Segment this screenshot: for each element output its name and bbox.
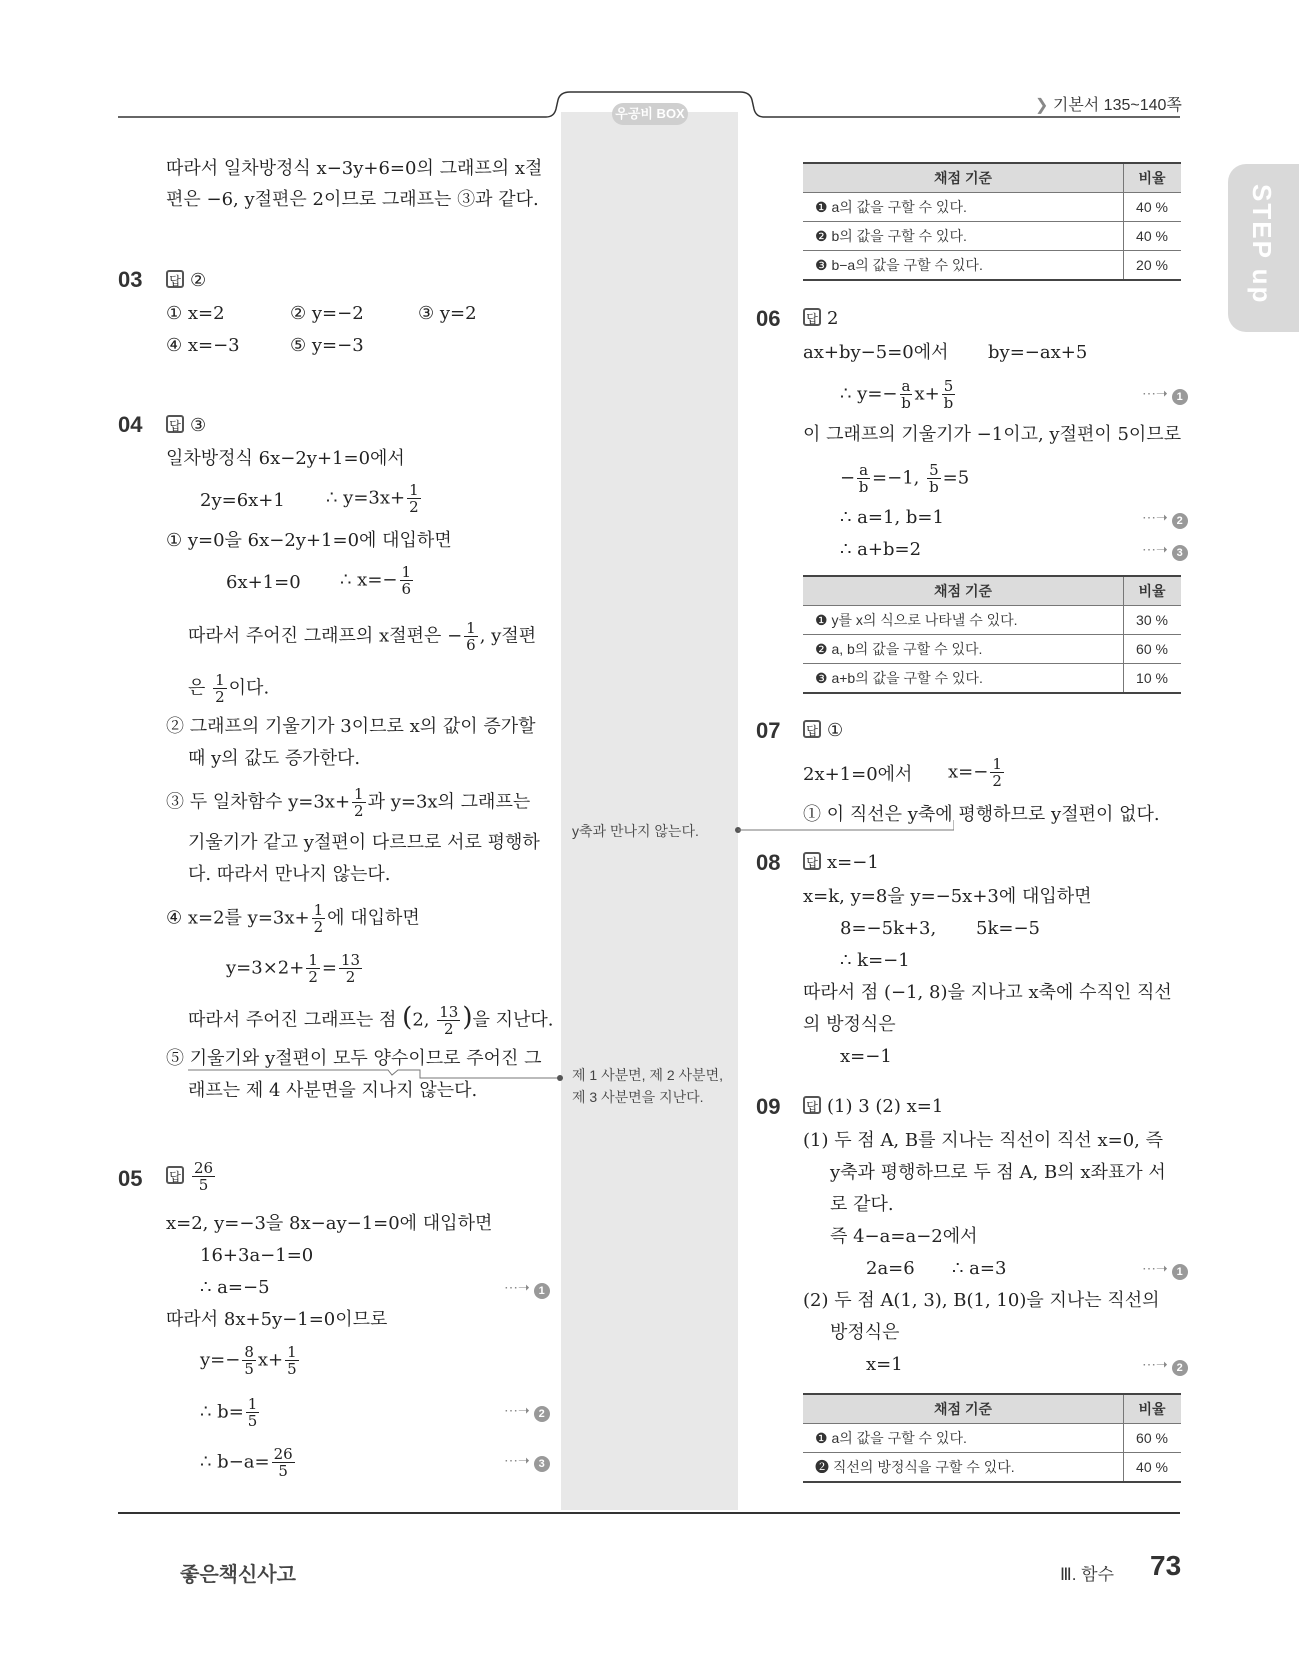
- solution-line: 기울기가 같고 y절편이 다르므로 서로 평행하: [188, 832, 540, 853]
- box-label: 우공비 BOX: [612, 103, 688, 125]
- solution-line: ax+by−5=0에서: [803, 342, 949, 363]
- solution-line: 2a=6: [866, 1258, 915, 1279]
- solution-line: 따라서 주어진 그래프의 x절편은 − $\frac{1}{6}$ , y절편: [188, 619, 537, 654]
- solution-line: x=− $\frac{1}{2}$: [948, 755, 1002, 790]
- solution-line: ∴ a=3: [952, 1258, 1007, 1279]
- footer-rule: [118, 1512, 1180, 1514]
- score-mark: ⋯➝ 1: [1142, 1260, 1188, 1280]
- solution-line: ∴ a=1, b=1: [840, 507, 944, 528]
- question-number: 09: [756, 1094, 781, 1119]
- score-mark: ⋯➝ 1: [1142, 385, 1188, 405]
- table-row: ❶ a의 값을 구할 수 있다. 40 %: [803, 193, 1181, 222]
- solution-line: y=3×2+ $\frac{1}{2}$ = $\frac{13}{2}$: [226, 951, 361, 986]
- solution-line: (1) 두 점 A, B를 지나는 직선이 직선 x=0, 즉: [803, 1130, 1164, 1151]
- intro-line: 편은 −6, y절편은 2이므로 그래프는 ③과 같다.: [166, 189, 539, 210]
- solution-line: 8=−5k+3,: [840, 918, 937, 939]
- question-number: 06: [756, 306, 781, 331]
- reference-pages: ❯ 기본서 135~140쪽: [1035, 97, 1182, 114]
- solution-line: ④ x=2를 y=3x+ $\frac{1}{2}$ 에 대입하면: [166, 901, 420, 936]
- solution-line: x=k, y=8을 y=−5x+3에 대입하면: [803, 886, 1092, 907]
- table-header: 채점 기준: [803, 1394, 1124, 1424]
- table-row: ❸ b−a의 값을 구할 수 있다. 20 %: [803, 251, 1181, 281]
- table-header: 비율: [1124, 163, 1182, 193]
- solution-line: ∴ k=−1: [840, 950, 910, 971]
- chevron-right-icon: ❯: [1035, 97, 1053, 114]
- connector-line: [188, 1068, 568, 1088]
- solution-line: by=−ax+5: [988, 342, 1088, 363]
- solution-line: ∴ y=3x+ $\frac{1}{2}$: [326, 481, 419, 516]
- option: ② y=−2: [290, 303, 364, 324]
- solution-line: 의 방정식은: [803, 1014, 896, 1035]
- table-row: ❸ a+b의 값을 구할 수 있다. 10 %: [803, 664, 1181, 694]
- solution-line: x=−1: [840, 1046, 892, 1067]
- table-row: ❷ 직선의 방정식을 구할 수 있다. 40 %: [803, 1453, 1181, 1483]
- connector-line: [734, 818, 954, 834]
- scoring-table: [803, 162, 1181, 281]
- solution-line: ∴ a=−5: [200, 1277, 270, 1298]
- table-header: 채점 기준: [803, 576, 1124, 606]
- solution-line: ① 이 직선은 y축에 평행하므로 y절편이 없다.: [803, 804, 1160, 825]
- side-note: 제 3 사분면을 지난다.: [572, 1089, 704, 1105]
- solution-line: 다. 따라서 만나지 않는다.: [188, 864, 391, 885]
- solution-line: ① y=0을 6x−2y+1=0에 대입하면: [166, 530, 452, 551]
- solution-line: 따라서 주어진 그래프는 점 (2, $\frac{13}{2}$ )을 지난다.: [188, 1002, 554, 1038]
- option: ⑤ y=−3: [290, 335, 364, 356]
- solution-line: 래프는 제 4 사분면을 지나지 않는다.: [188, 1080, 478, 1101]
- solution-line: 즉 4−a=a−2에서: [830, 1226, 978, 1247]
- solution-line: 로 같다.: [830, 1194, 894, 1215]
- solution-line: − $\frac{a}{b}$ =−1, $\frac{5}{b}$ =5: [840, 461, 970, 496]
- table-header: 비율: [1124, 1394, 1182, 1424]
- side-note: 제 1 사분면, 제 2 사분면,: [572, 1067, 723, 1083]
- question-number: 03: [118, 267, 143, 292]
- page-number: 73: [1150, 1550, 1182, 1581]
- answer-icon: 답: [803, 852, 821, 870]
- publisher-brand: 좋은책신사고: [180, 1564, 296, 1586]
- answer: 답 ③: [166, 413, 206, 439]
- solution-line: 5k=−5: [976, 918, 1040, 939]
- option: ① x=2: [166, 303, 225, 324]
- question-number: 08: [756, 850, 781, 875]
- solution-line: y=− $\frac{8}{5}$ x+ $\frac{1}{5}$: [200, 1343, 297, 1378]
- answer: 답 x=−1: [803, 850, 879, 876]
- option: ④ x=−3: [166, 335, 240, 356]
- side-note: y축과 만나지 않는다.: [572, 823, 699, 839]
- solution-line: ∴ x=− $\frac{1}{6}$: [340, 563, 412, 598]
- solution-line: y축과 평행하므로 두 점 A, B의 x좌표가 서: [830, 1162, 1166, 1183]
- answer: 답 ②: [166, 268, 206, 294]
- answer-icon: 답: [166, 1166, 184, 1184]
- table-row: ❷ b의 값을 구할 수 있다. 40 %: [803, 222, 1181, 251]
- question-number: 07: [756, 718, 781, 743]
- table-header: 비율: [1124, 576, 1182, 606]
- score-mark: ⋯➝ 1: [504, 1279, 550, 1299]
- answer-icon: 답: [166, 270, 184, 288]
- table-row: ❶ a의 값을 구할 수 있다. 60 %: [803, 1424, 1181, 1453]
- score-mark: ⋯➝ 2: [1142, 1356, 1188, 1376]
- scoring-table: [803, 1393, 1181, 1483]
- solution-line: ② 그래프의 기울기가 3이므로 x의 값이 증가할: [166, 716, 536, 737]
- intro-line: 따라서 일차방정식 x−3y+6=0의 그래프의 x절: [166, 158, 543, 179]
- solution-line: ⑤ 기울기와 y절편이 모두 양수이므로 주어진 그: [166, 1048, 542, 1069]
- solution-line: ∴ a+b=2: [840, 539, 922, 560]
- answer-icon: 답: [803, 1096, 821, 1114]
- table-header: 채점 기준: [803, 163, 1124, 193]
- score-mark: ⋯➝ 3: [504, 1452, 550, 1472]
- solution-line: 이 그래프의 기울기가 −1이고, y절편이 5이므로: [803, 424, 1182, 445]
- solution-line: 은 $\frac{1}{2}$ 이다.: [188, 671, 270, 706]
- solution-line: ③ 두 일차함수 y=3x+ $\frac{1}{2}$ 과 y=3x의 그래프는: [166, 785, 531, 820]
- answer: 답 (1) 3 (2) x=1: [803, 1094, 943, 1120]
- score-mark: ⋯➝ 3: [1142, 541, 1188, 561]
- solution-line: 6x+1=0: [226, 572, 301, 593]
- solution-line: 일차방정식 6x−2y+1=0에서: [166, 448, 405, 469]
- question-number: 05: [118, 1166, 143, 1191]
- box-column: [561, 112, 738, 1510]
- solution-line: 따라서 8x+5y−1=0이므로: [166, 1309, 388, 1330]
- solution-line: 따라서 점 (−1, 8)을 지나고 x축에 수직인 직선: [803, 982, 1172, 1003]
- chapter-label: Ⅲ. 함수: [1060, 1565, 1115, 1584]
- solution-line: 방정식은: [830, 1322, 900, 1343]
- table-row: ❶ y를 x의 식으로 나타낼 수 있다. 30 %: [803, 606, 1181, 635]
- solution-line: 2x+1=0에서: [803, 764, 913, 785]
- answer-icon: 답: [166, 415, 184, 433]
- score-mark: ⋯➝ 2: [1142, 509, 1188, 529]
- option: ③ y=2: [418, 303, 477, 324]
- solution-line: ∴ b= $\frac{1}{5}$: [200, 1395, 258, 1430]
- solution-line: x=2, y=−3을 8x−ay−1=0에 대입하면: [166, 1213, 493, 1234]
- scoring-table: [803, 575, 1181, 694]
- solution-line: 16+3a−1=0: [200, 1245, 314, 1266]
- step-tab-label: STEP up: [1247, 184, 1277, 305]
- score-mark: ⋯➝ 2: [504, 1402, 550, 1422]
- answer-icon: 답: [803, 308, 821, 326]
- solution-line: (2) 두 점 A(1, 3), B(1, 10)을 지나는 직선의: [803, 1290, 1160, 1311]
- answer: 답 2: [803, 306, 838, 332]
- answer-icon: 답: [803, 720, 821, 738]
- solution-line: ∴ b−a= $\frac{26}{5}$: [200, 1445, 293, 1480]
- answer: 답 ①: [803, 718, 843, 744]
- solution-line: ∴ y=− $\frac{a}{b}$ x+ $\frac{5}{b}$: [840, 377, 954, 412]
- question-number: 04: [118, 412, 143, 437]
- solution-line: 때 y의 값도 증가한다.: [188, 748, 361, 769]
- solution-line: x=1: [866, 1354, 903, 1375]
- solution-line: 2y=6x+1: [200, 490, 285, 511]
- table-row: ❷ a, b의 값을 구할 수 있다. 60 %: [803, 635, 1181, 664]
- answer: 답 $\frac{26}{5}$: [166, 1160, 217, 1193]
